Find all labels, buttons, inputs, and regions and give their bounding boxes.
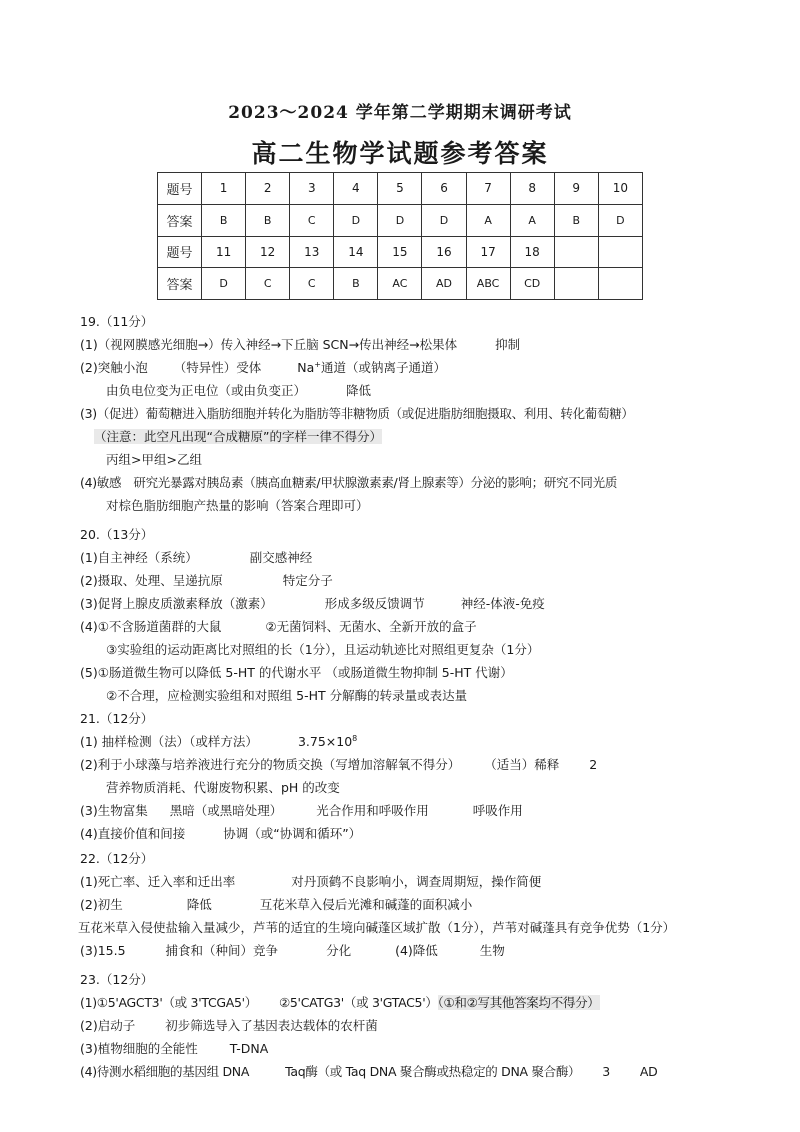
answer-cell: D xyxy=(202,268,246,300)
answer-text: (1)自主神经（系统） xyxy=(80,550,198,565)
q23-line xyxy=(80,1060,730,1083)
q21-heading: 21.（12分） xyxy=(80,711,154,726)
answer-cell: D xyxy=(598,204,642,236)
question-number: 4 xyxy=(334,173,378,205)
q19-line xyxy=(80,333,730,356)
answer-text: 3.75×10 xyxy=(297,734,353,749)
q19-heading: 19.（11分） xyxy=(80,314,154,329)
answer-text: (3)生物富集 xyxy=(80,803,148,818)
answer-text: 丙组>甲组>乙组 xyxy=(106,452,202,467)
answer-text: 分化 xyxy=(326,943,352,958)
answer-text: (3)15.5 xyxy=(80,943,126,958)
q23-heading: 23.（12分） xyxy=(80,972,154,987)
answer-cell: A xyxy=(466,204,510,236)
q22-heading: 22.（12分） xyxy=(80,851,154,866)
answer-text: ②不合理，应检测实验组和对照组 5-HT 分解酶的转录量或表达量 xyxy=(106,688,468,703)
answer-text: 呼吸作用 xyxy=(472,803,523,818)
question-number: 16 xyxy=(422,236,466,268)
answer-cell: C xyxy=(246,268,290,300)
answer-text: (4)待测水稻细胞的基因组 DNA xyxy=(80,1064,250,1079)
answer-cell: D xyxy=(422,204,466,236)
answer-text: (3)植物细胞的全能性 xyxy=(80,1041,198,1056)
answer-text: + xyxy=(314,359,321,369)
answer-cell: ABC xyxy=(466,268,510,300)
q23-line xyxy=(80,1037,730,1060)
question-label: 题号 xyxy=(158,173,202,205)
answer-text: ③实验组的运动距离比对照组的长（1分），且运动轨迹比对照组更复杂（1分） xyxy=(106,642,540,657)
answer-text: 营养物质消耗、代谢废物积累、pH 的改变 xyxy=(106,780,340,795)
question-number: 13 xyxy=(290,236,334,268)
answer-text: (4)降低 xyxy=(395,943,438,958)
answer-text: 通道（或钠离子通道） xyxy=(320,360,446,375)
q19-line xyxy=(80,356,730,379)
q23-line xyxy=(80,1014,730,1037)
question-number-row xyxy=(158,173,643,205)
answer-text: 捕食和（种间）竞争 xyxy=(165,943,279,958)
q22-line xyxy=(80,939,730,962)
q21-line xyxy=(80,730,730,753)
answer-cell: D xyxy=(334,204,378,236)
answer-text: (4)敏感 研究光暴露对胰岛素（胰高血糖素/甲状腺激素素/肾上腺素等）分泌的影响；研究不同光质 xyxy=(80,475,618,490)
answer-text: 互花米草入侵使盐输入量减少，芦苇的适宜的生境向碱蓬区域扩散（1分），芦苇对碱蓬具有竞争优势（1分） xyxy=(78,920,676,935)
q21-line xyxy=(80,753,730,776)
answer-text: 生物 xyxy=(479,943,505,958)
answer-text: 3 xyxy=(602,1064,610,1079)
question-number: 14 xyxy=(334,236,378,268)
answer-text: (4)直接价值和间接 xyxy=(80,826,186,841)
answer-text: 黑暗（或黑暗处理） xyxy=(169,803,283,818)
answer-text: 光合作用和呼吸作用 xyxy=(316,803,429,818)
answer-text: 初步筛选导入了基因表达载体的农杆菌 xyxy=(165,1018,378,1033)
answer-cell: B xyxy=(554,204,598,236)
answer-text: （注意：此空凡出现“合成糖原”的字样一律不得分） xyxy=(94,429,382,444)
question-number: 15 xyxy=(378,236,422,268)
answer-text: 形成多级反馈调节 xyxy=(324,596,425,611)
answer-text: 降低 xyxy=(186,897,212,912)
question-number: 8 xyxy=(510,173,554,205)
q23-line xyxy=(80,991,730,1014)
answer-text: 对棕色脂肪细胞产热量的影响（答案合理即可） xyxy=(106,498,369,513)
answer-text: 协调（或“协调和循环”） xyxy=(223,826,362,841)
answer-text: (3)促肾上腺皮质激素释放（激素） xyxy=(80,596,273,611)
question-number: 17 xyxy=(466,236,510,268)
answer-label: 答案 xyxy=(158,268,202,300)
answer-cell: B xyxy=(202,204,246,236)
multiple-choice-answer-table xyxy=(157,172,643,300)
answer-text: (1)死亡率、迁入率和迁出率 xyxy=(80,874,236,889)
answer-text: (2)启动子 xyxy=(80,1018,136,1033)
question-number xyxy=(598,236,642,268)
answer-text: (1)①5'AGCT3'（或 3'TCGA5'） xyxy=(80,995,257,1010)
q20-line xyxy=(80,592,730,615)
question-number: 3 xyxy=(290,173,334,205)
answer-text: (2)初生 xyxy=(80,897,123,912)
question-number: 7 xyxy=(466,173,510,205)
answer-text: AD xyxy=(639,1064,658,1079)
answer-text: 抑制 xyxy=(495,337,521,352)
answer-text: （特异性）受体 xyxy=(173,360,262,375)
answer-text: (1)（视网膜感光细胞→）传入神经→下丘脑 SCN→传出神经→松果体 xyxy=(80,337,458,352)
answer-content xyxy=(80,310,730,1083)
question-number: 5 xyxy=(378,173,422,205)
question-number-row xyxy=(158,236,643,268)
answer-row xyxy=(158,268,643,300)
answer-cell: D xyxy=(378,204,422,236)
q20-line xyxy=(80,569,730,592)
answer-cell: B xyxy=(334,268,378,300)
question-number: 2 xyxy=(246,173,290,205)
q22-line xyxy=(80,870,730,893)
answer-text: 由负电位变为正电位（或由负变正） xyxy=(106,383,307,398)
answer-text: (1) 抽样检测（法）（或样方法） xyxy=(80,734,258,749)
answer-label: 答案 xyxy=(158,204,202,236)
question-label: 题号 xyxy=(158,236,202,268)
question-number: 12 xyxy=(246,236,290,268)
question-number: 11 xyxy=(202,236,246,268)
question-number: 9 xyxy=(554,173,598,205)
answer-text: （①和②写其他答案均不得分） xyxy=(437,995,600,1010)
answer-text: ②无菌饲料、无菌水、全新开放的盒子 xyxy=(265,619,477,634)
answer-cell: A xyxy=(510,204,554,236)
answer-text: (2)突触小泡 xyxy=(80,360,148,375)
q20-heading: 20.（13分） xyxy=(80,527,154,542)
answer-text: 降低 xyxy=(346,383,372,398)
answer-text: 8 xyxy=(352,733,358,743)
answer-text: 2 xyxy=(589,757,598,772)
question-number: 18 xyxy=(510,236,554,268)
answer-row xyxy=(158,204,643,236)
q20-line xyxy=(80,615,730,638)
q19-line xyxy=(80,425,730,448)
answer-text: 神经-体液-免疫 xyxy=(460,596,545,611)
q21-line xyxy=(80,799,730,822)
q20-line xyxy=(80,546,730,569)
answer-cell: B xyxy=(246,204,290,236)
answer-text: 互花米草入侵后光滩和碱蓬的面积减小 xyxy=(259,897,473,912)
answer-text: (5)①肠道微生物可以降低 5-HT 的代谢水平 （或肠道微生物抑制 5-HT 代谢） xyxy=(80,665,513,680)
answer-text: ②5'CATG3'（或 3'GTAC5'） xyxy=(279,995,438,1010)
answer-text: （适当）稀释 xyxy=(484,757,560,772)
question-number: 1 xyxy=(202,173,246,205)
question-number: 6 xyxy=(422,173,466,205)
answer-text: 特定分子 xyxy=(282,573,333,588)
question-number xyxy=(554,236,598,268)
answer-cell: AC xyxy=(378,268,422,300)
answer-cell: AD xyxy=(422,268,466,300)
answer-text: T-DNA xyxy=(229,1041,269,1056)
answer-text: (4)①不含肠道菌群的大鼠 xyxy=(80,619,222,634)
answer-cell: CD xyxy=(510,268,554,300)
answer-cell: C xyxy=(290,268,334,300)
answer-text: Taq酶（或 Taq DNA 聚合酶或热稳定的 DNA 聚合酶） xyxy=(285,1064,581,1079)
answer-text: Na xyxy=(297,360,315,375)
answer-text: 对丹顶鹤不良影响小，调查周期短，操作简便 xyxy=(291,874,542,889)
question-number: 10 xyxy=(598,173,642,205)
q22-line xyxy=(80,893,730,916)
q19-line xyxy=(80,379,730,402)
answer-cell xyxy=(554,268,598,300)
answer-text: (2)摄取、处理、呈递抗原 xyxy=(80,573,223,588)
answer-cell xyxy=(598,268,642,300)
answer-text: (2)利于小球藻与培养液进行充分的物质交换（写增加溶解氧不得分） xyxy=(80,757,461,772)
answer-key-title: 高二生物学试题参考答案 xyxy=(251,139,549,168)
exam-title: 2023～2024 学年第二学期期末调研考试 xyxy=(228,103,572,123)
answer-cell: C xyxy=(290,204,334,236)
q21-line xyxy=(80,822,730,845)
answer-text: 副交感神经 xyxy=(249,550,313,565)
answer-text: (3)（促进）葡萄糖进入脂肪细胞并转化为脂肪等非糖物质（或促进脂肪细胞摄取、利用、转化葡萄糖） xyxy=(80,406,634,421)
